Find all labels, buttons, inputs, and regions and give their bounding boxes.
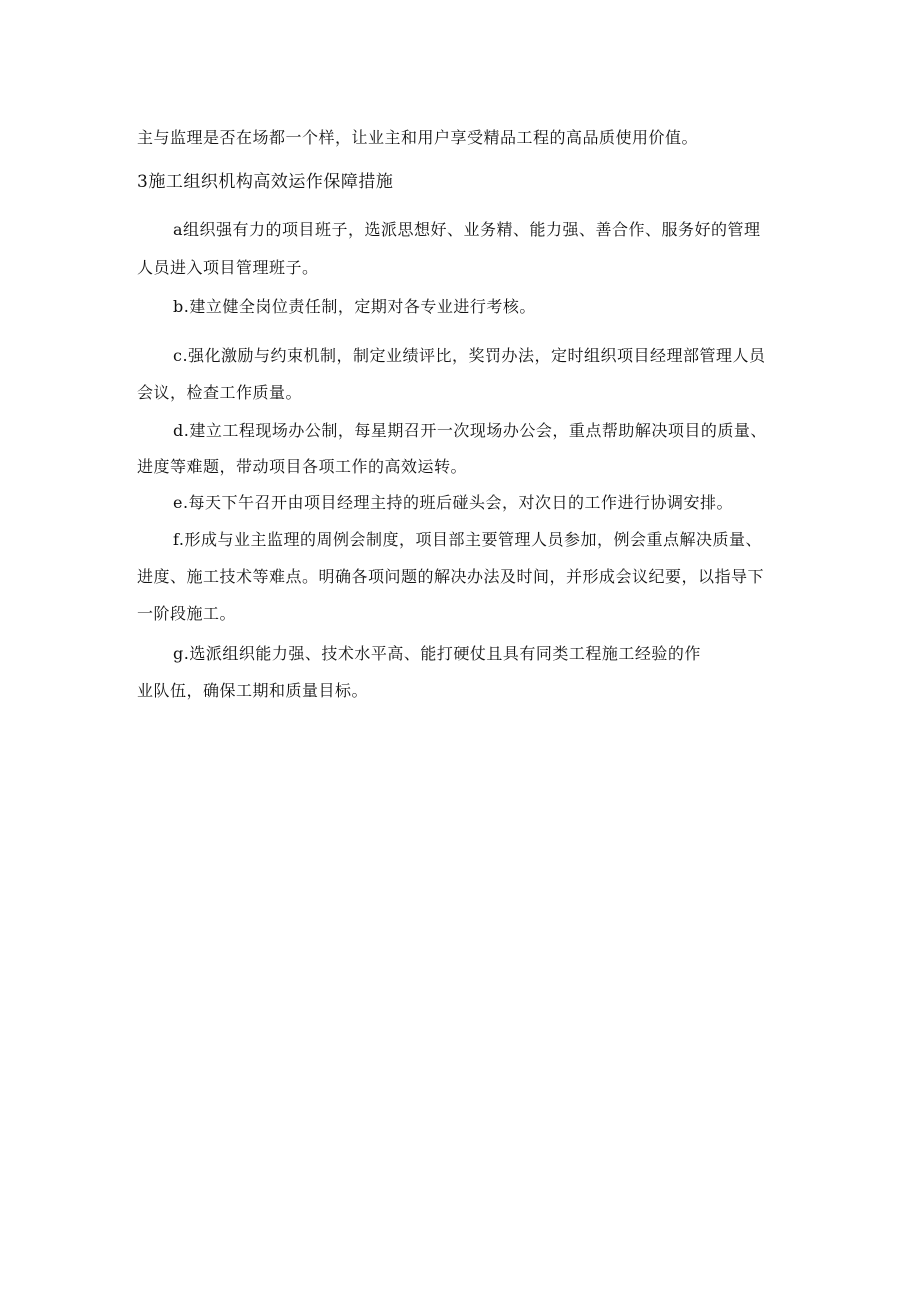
item-c-line-2: 会议，检查工作质量。 bbox=[137, 383, 303, 402]
item-e-line-1: e.每天下午召开由项目经理主持的班后碰头会，对次日的工作进行协调安排。 bbox=[173, 493, 734, 512]
section-heading: 3施工组织机构高效运作保障措施 bbox=[137, 172, 394, 192]
item-b-line-1: b.建立健全岗位责任制，定期对各专业进行考核。 bbox=[173, 297, 536, 316]
item-a-line-1: a组织强有力的项目班子，选派思想好、业务精、能力强、善合作、服务好的管理 bbox=[173, 220, 761, 239]
item-f-line-2: 进度、施工技术等难点。明确各项问题的解决办法及时间，并形成会议纪要，以指导下 bbox=[137, 567, 765, 586]
item-a-line-2: 人员进入项目管理班子。 bbox=[137, 258, 319, 277]
item-d-line-2: 进度等难题，带动项目各项工作的高效运转。 bbox=[137, 457, 468, 476]
item-g-line-2: 业队伍，确保工期和质量目标。 bbox=[137, 681, 369, 700]
item-f-line-1: f.形成与业主监理的周例会制度，项目部主要管理人员参加，例会重点解决质量、 bbox=[173, 530, 762, 549]
item-f-line-3: 一阶段施工。 bbox=[137, 604, 237, 623]
item-c-line-1: c.强化激励与约束机制，制定业绩评比，奖罚办法，定时组织项目经理部管理人员 bbox=[173, 346, 766, 365]
item-d-line-1: d.建立工程现场办公制，每星期召开一次现场办公会，重点帮助解决项目的质量、 bbox=[173, 421, 767, 440]
item-g-line-1: g.选派组织能力强、技术水平高、能打硬仗且具有同类工程施工经验的作 bbox=[173, 644, 701, 663]
intro-line: 主与监理是否在场都一个样，让业主和用户享受精品工程的高品质使用价值。 bbox=[137, 128, 699, 147]
